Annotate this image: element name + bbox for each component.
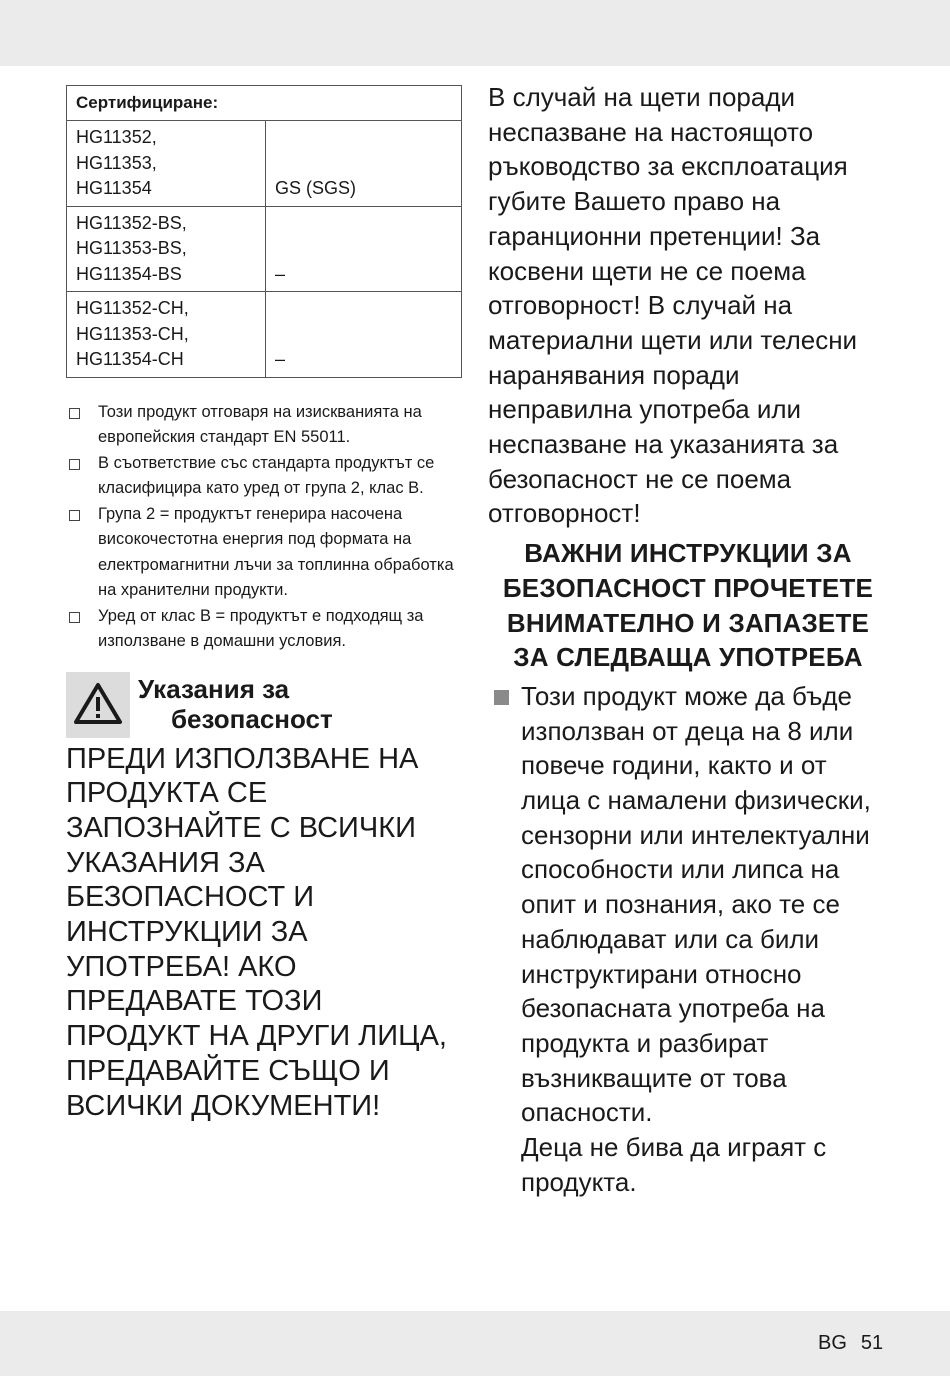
list-item-text: Група 2 = продуктът генерира насочена високочестотна енергия под формата на електромагнитни лъчи за топлинна обработка на хранителни продукти.	[98, 504, 454, 599]
checkbox-bullet-icon	[69, 408, 80, 419]
square-bullet-icon	[494, 690, 509, 705]
compliance-list	[66, 400, 462, 655]
model-cell	[67, 121, 266, 207]
warning-box	[66, 672, 130, 738]
certification-header: Сертифициране:	[67, 86, 462, 121]
model-code: HG11352-BS,	[76, 212, 187, 233]
certification-table	[66, 85, 462, 378]
checkbox-bullet-icon	[69, 459, 80, 470]
list-item-text: Уред от клас B = продуктът е подходящ за използване в домашни условия.	[98, 606, 424, 650]
language-code: BG	[818, 1332, 847, 1354]
right-column	[488, 80, 888, 1200]
safety-caps-text: ПРЕДИ ИЗПОЛЗВАНЕ НА ПРОДУКТА СЕ ЗАПОЗНАЙТЕ С ВСИЧКИ УКАЗАНИЯ ЗА БЕЗОПАСНОСТ И ИНСТРУКЦИИ ЗА УПОТРЕБА! АКО ПРЕДАВАТЕ ТОЗИ ПРОДУКТ НА ДРУГИ ЛИЦА, ПРЕДАВАЙТЕ СЪЩО И ВСИЧКИ ДОКУМЕНТИ!	[66, 742, 447, 1122]
checkbox-bullet-icon	[69, 510, 80, 521]
model-cell	[67, 292, 266, 378]
model-code: HG11353-CH,	[76, 323, 189, 344]
model-code: HG11354-BS	[76, 263, 182, 284]
table-row	[67, 206, 462, 292]
left-column	[66, 85, 462, 1123]
important-instructions-heading: ВАЖНИ ИНСТРУКЦИИ ЗА БЕЗОПАСНОСТ ПРОЧЕТЕТЕ ВНИМАТЕЛНО И ЗАПАЗЕТЕ ЗА СЛЕДВАЩА УПОТРЕБА	[502, 538, 874, 673]
safety-title-line2: безопасност	[171, 703, 333, 734]
warning-triangle-icon	[72, 680, 124, 728]
cert-cell: –	[266, 292, 462, 378]
children-use-text: Този продукт може да бъде използван от деца на 8 или повече години, както и от лица с намалени физически, сензорни или интелектуални способности или липса на опит и познания, ако те се наблюдават или са били инструктирани относно безопасната употреба на продукта и разбират възникващите от това опасности.	[521, 680, 871, 1128]
model-code: HG11354	[76, 178, 152, 198]
list-item	[66, 502, 462, 604]
cert-cell: –	[266, 206, 462, 292]
model-code: HG11352-CH,	[76, 298, 189, 318]
children-play-text: Деца не бива да играят с продукта.	[521, 1132, 827, 1197]
footer-band	[0, 1311, 950, 1376]
list-item	[66, 451, 462, 502]
safety-heading	[66, 672, 462, 738]
cert-cell: GS (SGS)	[266, 121, 462, 207]
list-item	[488, 679, 888, 1200]
safety-title	[138, 674, 333, 734]
list-item	[66, 604, 462, 655]
checkbox-bullet-icon	[69, 612, 80, 623]
table-row	[67, 121, 462, 207]
page-number: 51	[860, 1332, 884, 1354]
table-row	[67, 292, 462, 378]
model-code: HG11353-BS,	[76, 238, 187, 258]
model-code: HG11354-CH	[76, 349, 184, 369]
safety-title-line1: Указания за	[138, 673, 290, 704]
list-item-text: В съответствие със стандарта продуктът се класифицира като уред от група 2, клас B.	[98, 453, 435, 497]
header-band	[0, 0, 950, 66]
model-code: HG11352,	[76, 127, 157, 147]
list-item-text: Този продукт отговаря на изискванията на европейския стандарт EN 55011.	[98, 402, 422, 446]
footer	[818, 1332, 883, 1355]
model-cell	[67, 206, 266, 292]
list-item	[66, 400, 462, 451]
warranty-paragraph: В случай на щети поради неспазване на настоящото ръководство за експлоатация губите Вашето право на гаранционни претенции! За косвени щети не се поема отговорност! В случай на материални щети или телесни наранявания поради неправилна употреба или неспазване на указанията за безопасност не се поема отговорност!	[488, 82, 858, 529]
model-code: HG11353,	[76, 152, 157, 173]
